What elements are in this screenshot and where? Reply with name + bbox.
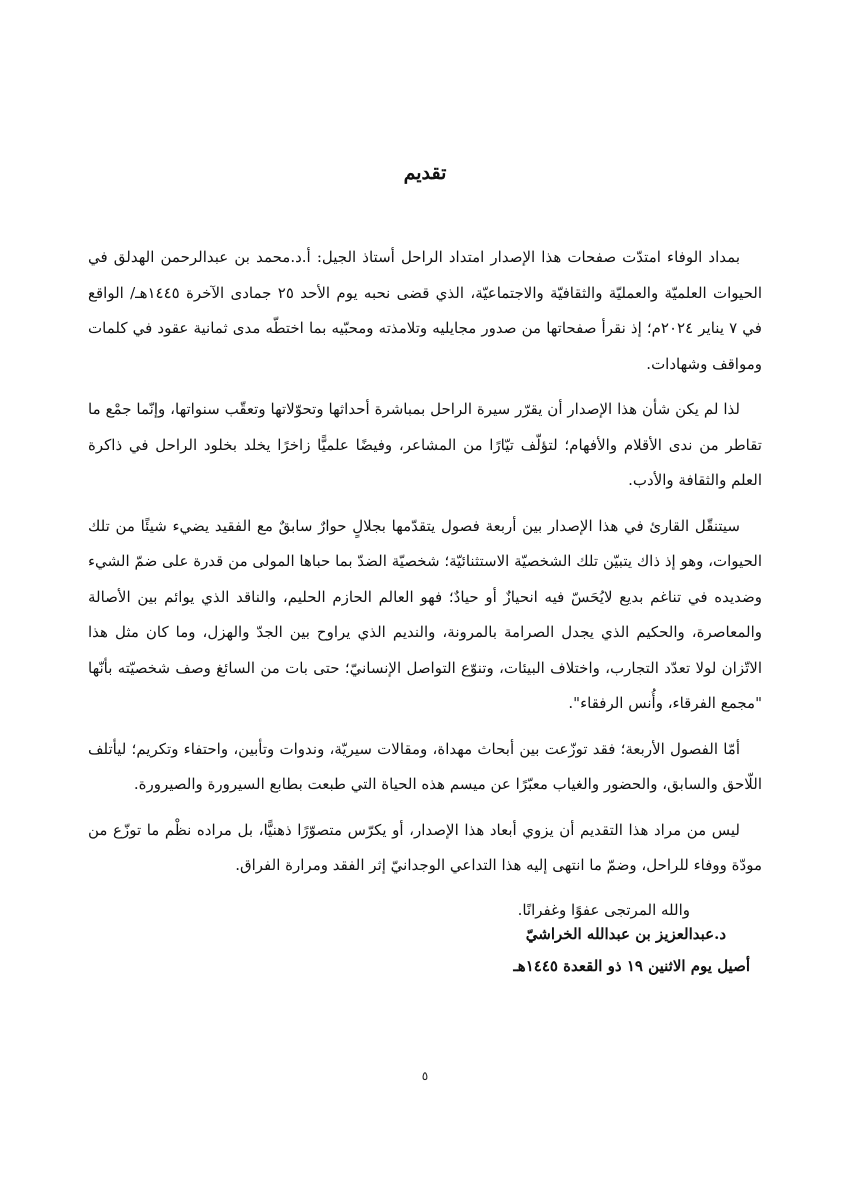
page-title: تقديم: [403, 162, 447, 184]
page-number: ٥: [421, 1069, 429, 1083]
paragraph-5: ليس من مراد هذا التقديم أن يزوي أبعاد هذا الإصدار، أو يكرّس متصوّرًا ذهنيًّا، بل مراده نظْم ما توزّع من مودّة ووفاء للراحل، وضمّ ما انتهى إليه هذا التداعي الوجدانيّ إثر الفقد ومرارة الفراق.: [88, 820, 762, 874]
paragraph-3: سيتنقّل القارئ في هذا الإصدار بين أربعة فصول يتقدّمها بجلالٍ حوارٌ سابقٌ مع الفقيد يضيء شيئًا من تلك الحيوات، وهو إذ ذاك يتبيّن تلك الشخصيّة الاستثنائيّة؛ شخصيّة الضدّ بما حباها المولى من قدرة على ضمّ الشيء وضديده في تناغم بديع لايُحَسّ فيه انحيازٌ أو حيادٌ؛ فهو العالم الحازم الحليم، والناقد الذي يوائم بين الأصالة والمعاصرة، والحكيم الذي يجدل الصرامة بالمرونة، والنديم الذي يراوح بين الجدّ والهزل، وما كان مثل هذا الاتّزان لولا تعدّد التجارب، واختلاف البيئات، وتنوّع التواصل الإنسانيّ؛ حتى بات من السائغ وصف شخصيّته بأنّها "مجمع الفرقاء، وأُنس الرفقاء".: [88, 516, 762, 712]
signature-block: [513, 918, 762, 982]
body-text: [88, 240, 762, 926]
paragraph-4: أمّا الفصول الأربعة؛ فقد توزّعت بين أبحاث مهداة، ومقالات سيريّة، وندوات وتأبين، واحتفاء وتكريم؛ ليأتلف اللّاحق والسابق، والحضور والغياب معبّرًا عن ميسم هذه الحياة التي طبعت بطابع السيرورة والصيرورة.: [88, 739, 762, 793]
closing-line: والله المرتجى عفوًا وغفرانًا.: [517, 900, 690, 919]
paragraph-2: لذا لم يكن شأن هذا الإصدار أن يقرّر سيرة الراحل بمباشرة أحداثها وتحوّلاتها وتعقّب سنواتها، وإنّما جمْع ما تقاطر من ندى الأقلام والأفهام؛ لتؤلّف تيّارًا من المشاعر، وفيضًا علميًّا زاخرًا يخلد بخلود الراحل في ذاكرة العلم والثقافة والأدب.: [88, 400, 762, 489]
document-page: [88, 0, 762, 1200]
signature-date: أصيل يوم الاثنين ١٩ ذو القعدة ١٤٤٥هـ: [513, 957, 750, 975]
author-name: د.عبدالعزيز بن عبدالله الخراشيّ: [525, 925, 726, 943]
paragraph-1: بمداد الوفاء امتدّت صفحات هذا الإصدار امتداد الراحل أستاذ الجيل: أ.د.محمد بن عبدالرحمن الهدلق في الحيوات العلميّة والعمليّة والثقافيّة والاجتماعيّة، الذي قضى نحبه يوم الأحد ٢٥ جمادى الآخرة ١٤٤٥هـ/ الواقع في ٧ يناير ٢٠٢٤م؛ إذ نقرأ صفحاتها من صدور مجايليه وتلامذته ومحبّيه بما اختطّه مدى ثمانية عقود في كلمات ومواقف وشهادات.: [88, 248, 763, 373]
